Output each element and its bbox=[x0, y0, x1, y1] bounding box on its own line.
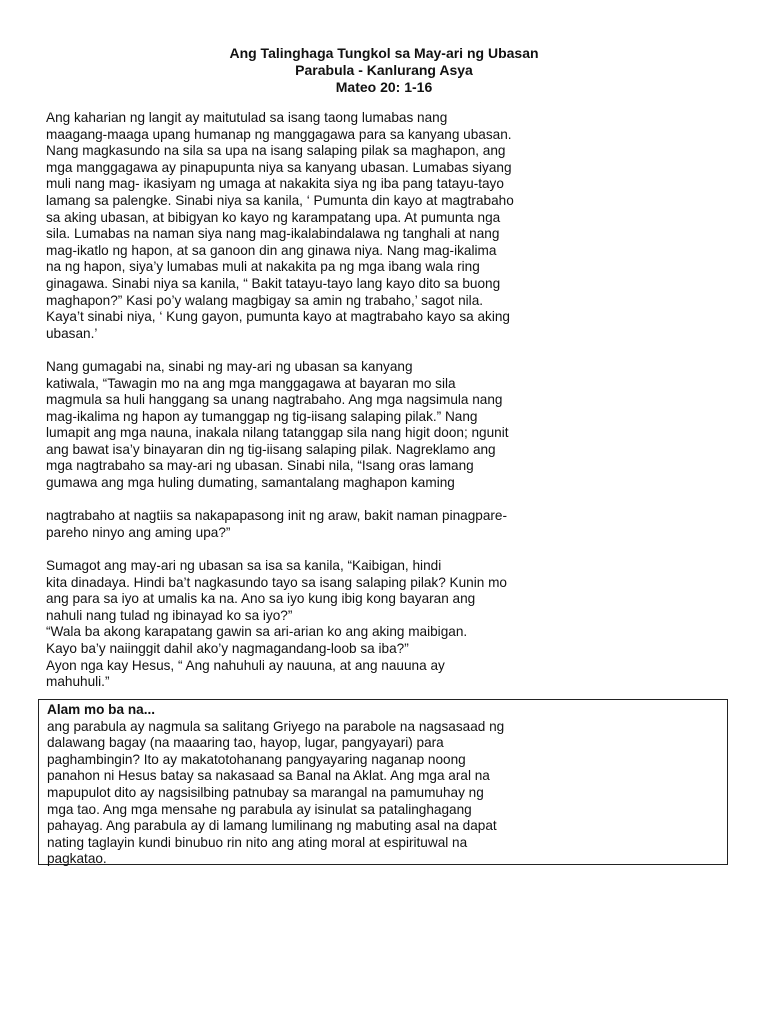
info-box-line: mga tao. Ang mga mensahe ng parabula ay isinulat sa patalinghagang bbox=[47, 801, 472, 817]
text-line: na ng hapon, siya’y lumabas muli at nakakita pa ng mga ibang wala ring bbox=[46, 259, 480, 275]
parable-body bbox=[46, 110, 736, 691]
info-box-text bbox=[47, 719, 727, 868]
info-box bbox=[38, 699, 728, 865]
text-line: ginagawa. Sinabi niya sa kanila, “ Bakit tatayu-tayo lang kayo dito sa buong bbox=[46, 275, 501, 291]
paragraph bbox=[46, 508, 736, 541]
text-line: Sumagot ang may-ari ng ubasan sa isa sa kanila, “Kaibigan, hindi bbox=[46, 558, 442, 574]
text-line: sila. Lumabas na naman siya nang mag-ikalabindalawa ng tanghali at nang bbox=[46, 226, 500, 242]
info-box-line: paghambingin? Ito ay makatotohanang pangyayaring naganap noong bbox=[47, 751, 466, 767]
text-line: Kaya’t sinabi niya, ‘ Kung gayon, pumunta kayo at magtrabaho kayo sa aking bbox=[46, 309, 510, 325]
info-box-title: Alam mo ba na... bbox=[47, 702, 156, 717]
info-box-line: nating taglayin kundi binubuo rin nito ang ating moral at espirituwal na bbox=[47, 834, 468, 850]
text-line: nahuli nang tulad ng ibinayad ko sa iyo?” bbox=[46, 607, 293, 623]
text-line: kita dinadaya. Hindi ba’t nagkasundo tayo sa isang salaping pilak? Kunin mo bbox=[46, 574, 507, 590]
text-line: mahuhuli.” bbox=[46, 674, 110, 690]
paragraph-gap bbox=[46, 492, 736, 509]
text-line: “Wala ba akong karapatang gawin sa ari-arian ko ang aking maibigan. bbox=[46, 624, 468, 640]
info-box-line: panahon ni Hesus batay sa nakasaad sa Banal na Aklat. Ang mga aral na bbox=[47, 768, 490, 784]
text-line: mag-ikalima ng hapon ay tumanggap ng tig-iisang salaping pilak.” Nang bbox=[46, 408, 478, 424]
info-box-line: mapupulot dito ay nagsisilbing patnubay sa marangal na pamumuhay ng bbox=[47, 784, 484, 800]
text-line: ang para sa iyo at umalis ka na. Ano sa iyo kung ibig kong bayaran ang bbox=[46, 591, 476, 607]
text-line: Ayon nga kay Hesus, “ Ang nahuhuli ay nauuna, at ang nauuna ay bbox=[46, 657, 445, 673]
bible-reference: Mateo 20: 1-16 bbox=[335, 79, 433, 95]
text-line: magmula sa huli hanggang sa unang nagtrabaho. Ang mga nagsimula nang bbox=[46, 392, 503, 408]
document-subtitle: Parabula - Kanlurang Asya bbox=[295, 62, 473, 78]
text-line: Kayo ba’y naiinggit dahil ako’y nagmagandang-loob sa iba?” bbox=[46, 641, 409, 656]
paragraph bbox=[46, 110, 736, 342]
text-line: mag-ikatlo ng hapon, at sa ganoon din ang ginawa niya. Nang mag-ikalima bbox=[46, 242, 497, 258]
text-line: ubasan.’ bbox=[46, 325, 98, 341]
text-line: maghapon?” Kasi po’y walang magbigay sa amin ng trabaho,’ sagot nila. bbox=[46, 292, 484, 308]
text-line: Nang magkasundo na sila sa upa na isang salaping pilak sa maghapon, ang bbox=[46, 143, 506, 159]
text-line: muli nang mag- ikasiyam ng umaga at nakakita siya ng iba pang tatayu-tayo bbox=[46, 176, 504, 192]
paragraph-gap bbox=[46, 342, 736, 359]
text-line: mga nagtrabaho sa may-ari ng ubasan. Sinabi nila, “Isang oras lamang bbox=[46, 458, 474, 474]
text-line: pareho ninyo ang aming upa?” bbox=[46, 524, 231, 540]
paragraph bbox=[46, 359, 736, 492]
text-line: ang bawat isa’y binayaran din ng tig-iisang salaping pilak. Nagreklamo ang bbox=[46, 441, 496, 457]
info-box-line: pahayag. Ang parabula ay di lamang lumilinang ng mabuting asal na dapat bbox=[47, 818, 497, 834]
paragraph-gap bbox=[46, 541, 736, 558]
text-line: nagtrabaho at nagtiis sa nakapapasong init ng araw, bakit naman pinagpare- bbox=[46, 508, 507, 524]
document-title: Ang Talinghaga Tungkol sa May-ari ng Ubasan bbox=[229, 45, 539, 61]
text-line: Ang kaharian ng langit ay maitutulad sa isang taong lumabas nang bbox=[46, 110, 448, 125]
text-line: gumawa ang mga huling dumating, samantalang maghapon kaming bbox=[46, 475, 455, 491]
info-box-line: ang parabula ay nagmula sa salitang Griyego na parabole na nagsasaad ng bbox=[47, 718, 505, 734]
text-line: mga manggagawa ay pinapupunta niya sa kanyang ubasan. Lumabas siyang bbox=[46, 159, 512, 175]
paragraph bbox=[46, 558, 736, 691]
text-line: maagang-maaga upang humanap ng manggagawa para sa kanyang ubasan. bbox=[46, 126, 512, 142]
info-box-line: dalawang bagay (na maaaring tao, hayop, lugar, pangyayari) para bbox=[47, 735, 444, 751]
text-line: sa aking ubasan, at bibigyan ko kayo ng karampatang upa. At pumunta nga bbox=[46, 209, 501, 225]
document-header bbox=[0, 45, 768, 96]
info-box-line: pagkatao. bbox=[47, 851, 107, 867]
text-line: lumapit ang mga nauna, inakala nilang tatanggap sila nang higit doon; ngunit bbox=[46, 425, 509, 441]
text-line: Nang gumagabi na, sinabi ng may-ari ng ubasan sa kanyang bbox=[46, 358, 413, 374]
text-line: katiwala, “Tawagin mo na ang mga manggagawa at bayaran mo sila bbox=[46, 375, 456, 391]
text-line: lamang sa palengke. Sinabi niya sa kanila, ‘ Pumunta din kayo at magtrabaho bbox=[46, 192, 514, 208]
